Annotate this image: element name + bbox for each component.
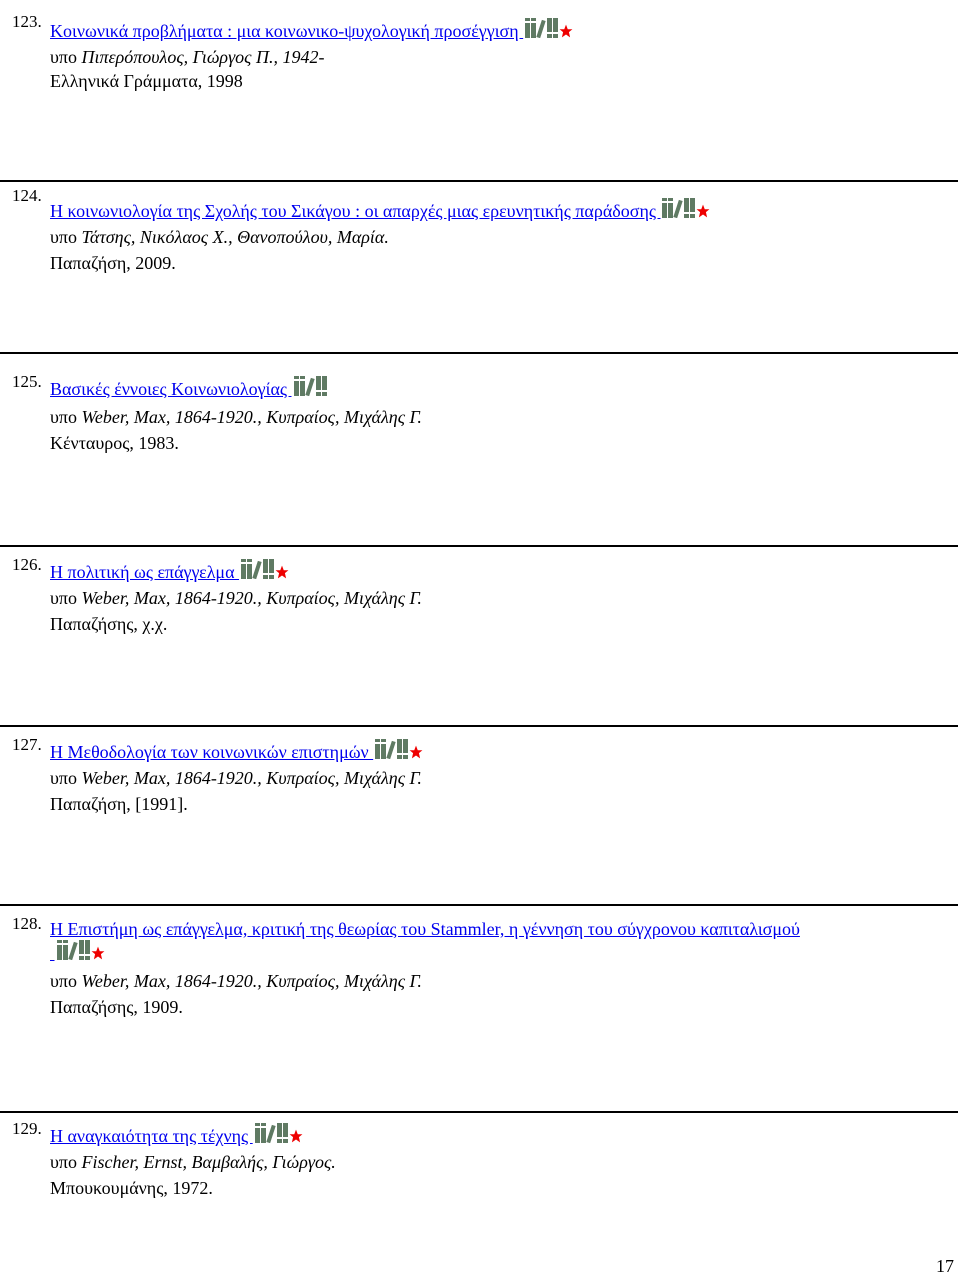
entry-icons (57, 940, 105, 965)
author-prefix: υπο (50, 768, 82, 788)
entry-title-line (50, 559, 289, 584)
entry-author-line (50, 767, 422, 789)
author-prefix: υπο (50, 971, 82, 991)
entry-title-link[interactable]: Βασικές έννοιες Κοινωνιολογίας (50, 379, 292, 399)
entry-title-link[interactable]: Η κοινωνιολογία της Σχολής του Σικάγου : οι απαρχές μιας ερευνητικής παράδοσης (50, 201, 661, 221)
entry-author: Fischer, Ernst, Βαμβαλής, Γιώργος. (81, 1152, 336, 1172)
entry-title-line (50, 739, 423, 764)
entry-publisher: Παπαζήση, 2009. (50, 253, 176, 273)
divider (0, 1111, 958, 1113)
entry-icons (241, 559, 289, 584)
entry-number: 125. (12, 372, 42, 391)
entry-number: 128. (12, 914, 42, 933)
entry-title-continuation (50, 940, 105, 965)
divider (0, 725, 958, 727)
entry-title-link[interactable]: Η Επιστήμη ως επάγγελμα, κριτική της θεωρίας του Stammler, η γέννηση του σύγχρονου καπιταλισμού (50, 919, 800, 939)
library-books-icon[interactable] (241, 559, 275, 579)
star-icon (696, 204, 710, 218)
library-books-icon[interactable] (294, 376, 328, 396)
author-prefix: υπο (50, 1152, 82, 1172)
entry-icons (375, 739, 423, 764)
entry-title-line (50, 18, 573, 43)
entry-title-line (50, 376, 328, 401)
library-books-icon[interactable] (57, 940, 91, 960)
entry-title-link[interactable]: Η αναγκαιότητα της τέχνης (50, 1126, 253, 1146)
entry-author-line (50, 46, 324, 68)
entry-icons (662, 198, 710, 223)
entry-author: Weber, Max, 1864-1920., Κυπραίος, Μιχάλης Γ. (81, 407, 422, 427)
entry-title-link[interactable]: Η πολιτική ως επάγγελμα (50, 562, 240, 582)
entry-author: Weber, Max, 1864-1920., Κυπραίος, Μιχάλης Γ. (81, 971, 422, 991)
entry-number: 129. (12, 1119, 42, 1138)
entry-title-line (50, 198, 710, 223)
entry-publisher: Παπαζήση, [1991]. (50, 794, 188, 814)
entry-title-line (50, 1123, 303, 1148)
entry-title-link[interactable]: Η Μεθοδολογία των κοινωνικών επιστημών (50, 742, 374, 762)
entry-author-line (50, 1151, 336, 1173)
star-icon (91, 946, 105, 960)
entry-publisher: Ελληνικά Γράμματα, 1998 (50, 71, 243, 91)
entry-number: 126. (12, 555, 42, 574)
entry-author: Weber, Max, 1864-1920., Κυπραίος, Μιχάλης Γ. (81, 768, 422, 788)
entry-icons (525, 18, 573, 43)
star-icon (275, 565, 289, 579)
star-icon (409, 745, 423, 759)
entry-author-line (50, 970, 422, 992)
entry-number: 124. (12, 186, 42, 205)
page-number: 17 (936, 1256, 954, 1276)
entry-number: 127. (12, 735, 42, 754)
author-prefix: υπο (50, 227, 82, 247)
library-books-icon[interactable] (255, 1123, 289, 1143)
entry-number: 123. (12, 12, 42, 31)
divider (0, 545, 958, 547)
entry-publisher: Κένταυρος, 1983. (50, 433, 179, 453)
divider (0, 180, 958, 182)
library-books-icon[interactable] (525, 18, 559, 38)
library-books-icon[interactable] (375, 739, 409, 759)
entry-title-line (50, 918, 800, 940)
library-books-icon[interactable] (662, 198, 696, 218)
entry-author-line (50, 406, 422, 428)
author-prefix: υπο (50, 407, 82, 427)
entry-publisher: Παπαζήσης, χ.χ. (50, 614, 168, 634)
star-icon (559, 24, 573, 38)
author-prefix: υπο (50, 47, 82, 67)
entry-author-line (50, 587, 422, 609)
author-prefix: υπο (50, 588, 82, 608)
entry-publisher: Παπαζήσης, 1909. (50, 997, 183, 1017)
divider (0, 904, 958, 906)
entry-author: Πιπερόπουλος, Γιώργος Π., 1942- (81, 47, 325, 67)
entry-title-link[interactable]: Κοινωνικά προβλήματα : μια κοινωνικο-ψυχολογική προσέγγιση (50, 21, 524, 41)
entry-author: Weber, Max, 1864-1920., Κυπραίος, Μιχάλης Γ. (81, 588, 422, 608)
entry-author: Τάτσης, Νικόλαος Χ., Θανοπούλου, Μαρία. (81, 227, 389, 247)
divider (0, 352, 958, 354)
entry-author-line (50, 226, 389, 248)
entry-icons (294, 376, 328, 401)
entry-publisher: Μπουκουμάνης, 1972. (50, 1178, 213, 1198)
entry-title-link-continued[interactable] (50, 943, 55, 963)
star-icon (289, 1129, 303, 1143)
entry-icons (255, 1123, 303, 1148)
